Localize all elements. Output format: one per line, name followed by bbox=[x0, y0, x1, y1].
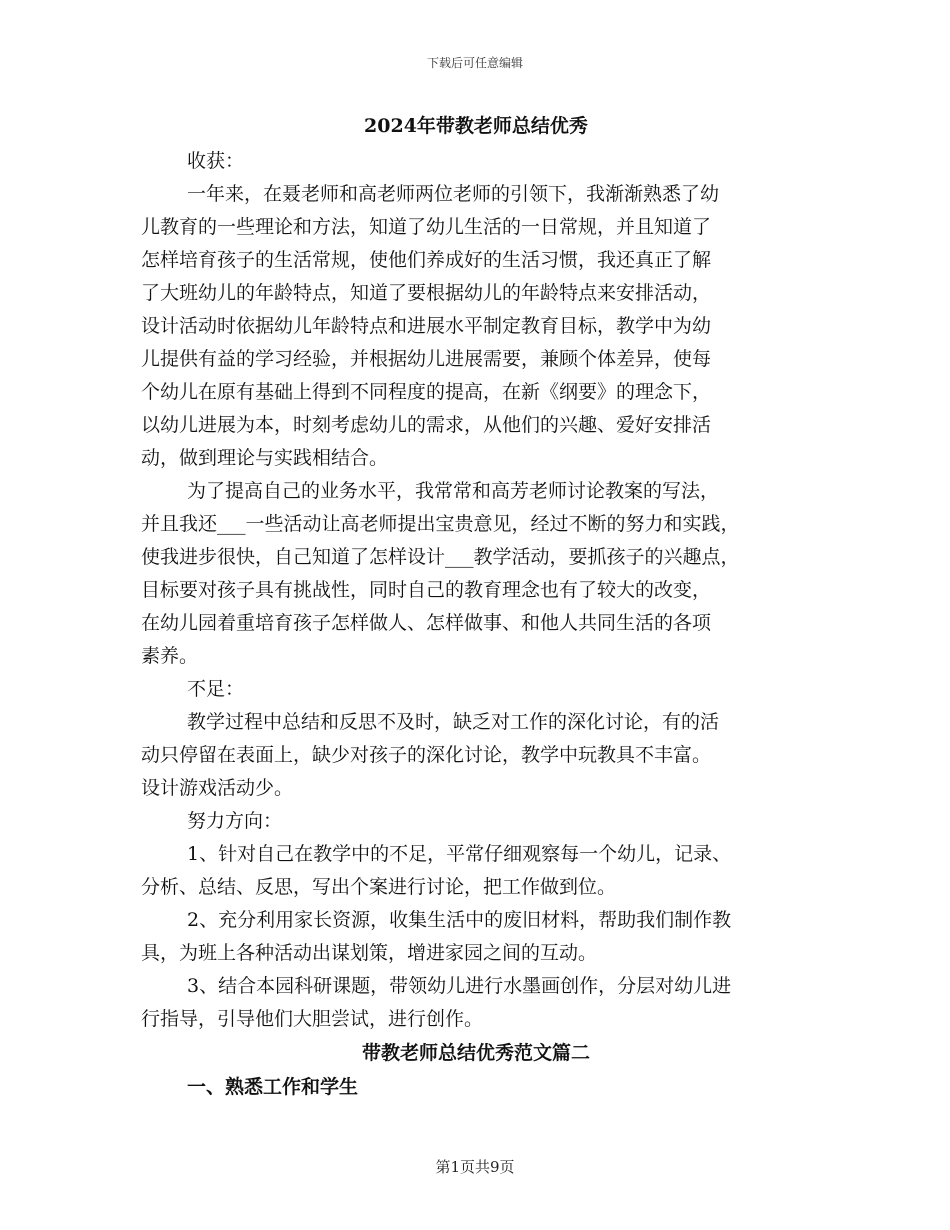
paragraph bbox=[141, 970, 811, 1036]
page-footer: 第1页共9页 bbox=[435, 1158, 515, 1176]
paragraph-line: 使我进步很快，自己知道了怎样设计___教学活动，要抓孩子的兴趣点， bbox=[141, 546, 740, 568]
paragraph-line: 了大班幼儿的年龄特点，知道了要根据幼儿的年龄特点来安排活动， bbox=[141, 282, 712, 304]
paragraph-line: 目标要对孩子具有挑战性，同时自己的教育理念也有了较大的改变， bbox=[141, 579, 712, 601]
paragraph-line: 为了提高自己的业务水平，我常常和高芳老师讨论教案的写法， bbox=[187, 480, 720, 502]
paragraph-line: 怎样培育孩子的生活常规，使他们养成好的生活习惯，我还真正了解 bbox=[141, 249, 712, 271]
paragraph-line: 儿提供有益的学习经验，并根据幼儿进展需要，兼顾个体差异，使每 bbox=[141, 348, 712, 370]
paragraph-line: 具，为班上各种活动出谋划策，增进家园之间的互动。 bbox=[141, 942, 598, 964]
paragraph-line: 行指导，引导他们大胆尝试，进行创作。 bbox=[141, 1008, 484, 1030]
paragraph-line: 1、针对自己在教学中的不足，平常仔细观察每一个幼儿，记录、 bbox=[187, 843, 732, 865]
shortcoming-label: 不足： bbox=[187, 678, 245, 700]
paragraph-line: 并且我还___一些活动让高老师提出宝贵意见，经过不断的努力和实践， bbox=[141, 513, 740, 535]
paragraph-line: 动，做到理论与实践相结合。 bbox=[141, 447, 389, 469]
paragraph-line: 儿教育的一些理论和方法，知道了幼儿生活的一日常规，并且知道了 bbox=[141, 216, 712, 238]
harvest-label: 收获： bbox=[187, 150, 245, 172]
paragraph bbox=[141, 838, 811, 904]
paragraph bbox=[141, 904, 811, 970]
paragraph-line: 3、结合本园科研课题，带领幼儿进行水墨画创作，分层对幼儿进 bbox=[187, 975, 732, 997]
paragraph-line: 个幼儿在原有基础上得到不同程度的提高，在新《纲要》的理念下， bbox=[141, 381, 712, 403]
paragraph bbox=[141, 706, 811, 805]
paragraph-line: 动只停留在表面上，缺少对孩子的深化讨论，教学中玩教具不丰富。 bbox=[141, 744, 712, 766]
section-title: 带教老师总结优秀范文篇二 bbox=[361, 1042, 590, 1064]
paragraph bbox=[141, 178, 811, 475]
paragraph-line: 素养。 bbox=[141, 645, 199, 667]
direction-label: 努力方向： bbox=[187, 810, 283, 832]
paragraph-line: 以幼儿进展为本，时刻考虑幼儿的需求，从他们的兴趣、爱好安排活 bbox=[141, 414, 712, 436]
document-title: 2024年带教老师总结优秀 bbox=[364, 115, 588, 137]
document-page bbox=[141, 107, 811, 1104]
paragraph bbox=[141, 475, 811, 673]
header-note: 下载后可任意编辑 bbox=[426, 56, 523, 70]
sub-heading: 一、熟悉工作和学生 bbox=[187, 1076, 359, 1098]
paragraph-line: 在幼儿园着重培育孩子怎样做人、怎样做事、和他人共同生活的各项 bbox=[141, 612, 712, 634]
paragraph-line: 分析、总结、反思，写出个案进行讨论，把工作做到位。 bbox=[141, 876, 617, 898]
paragraph-line: 一年来，在聂老师和高老师两位老师的引领下，我渐渐熟悉了幼 bbox=[187, 183, 720, 205]
paragraph-line: 设计活动时依据幼儿年龄特点和进展水平制定教育目标，教学中为幼 bbox=[141, 315, 712, 337]
paragraph-line: 教学过程中总结和反思不及时，缺乏对工作的深化讨论，有的活 bbox=[187, 711, 720, 733]
paragraph-line: 2、充分利用家长资源，收集生活中的废旧材料，帮助我们制作教 bbox=[187, 909, 732, 931]
paragraph-line: 设计游戏活动少。 bbox=[141, 777, 294, 799]
